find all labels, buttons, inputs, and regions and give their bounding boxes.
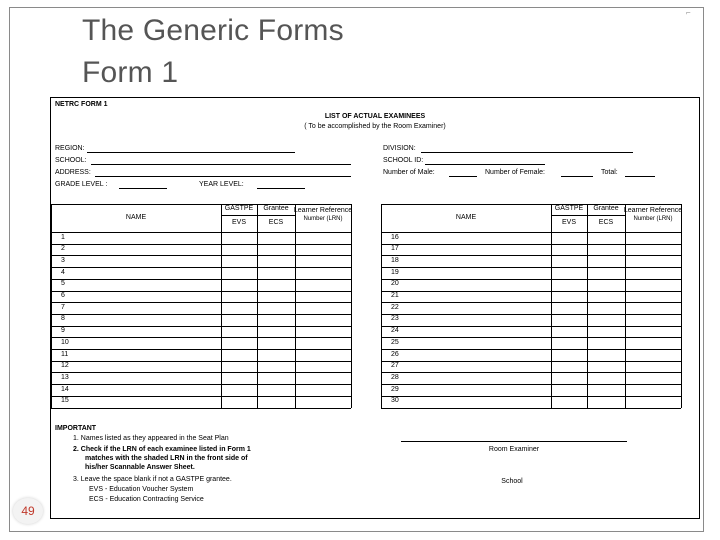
table-row-number: 9 <box>61 327 65 335</box>
table-row-number: 1 <box>61 233 65 241</box>
form-heading: LIST OF ACTUAL EXAMINEES <box>324 113 426 120</box>
evs-definition: EVS - Education Voucher System <box>89 486 194 493</box>
table-row[interactable] <box>51 361 351 362</box>
table-row[interactable] <box>51 408 351 409</box>
number-male-field[interactable] <box>449 176 477 177</box>
left-table-header-border <box>51 232 351 233</box>
left-table-gastpe-rule <box>221 215 295 216</box>
table-row-number: 7 <box>61 303 65 311</box>
right-table-lrn-header: Learner Reference <box>623 207 683 214</box>
left-table-ecs-header: ECS <box>268 219 284 226</box>
table-row-number: 10 <box>61 338 69 346</box>
total-label: Total: <box>601 169 618 176</box>
table-row-number: 6 <box>61 292 65 299</box>
corner-mark: ⌐ <box>686 8 691 17</box>
important-item-3: 3. Leave the space blank if not a GASTPE grantee. <box>73 476 232 483</box>
important-title: IMPORTANT <box>55 425 97 432</box>
table-row-number: 27 <box>391 362 399 370</box>
table-row-number: 16 <box>391 233 399 241</box>
table-row[interactable] <box>381 302 681 303</box>
table-row[interactable] <box>381 314 681 315</box>
table-row-number: 2 <box>61 245 65 253</box>
right-table-col-border <box>587 204 588 408</box>
table-row[interactable] <box>51 384 351 385</box>
total-field[interactable] <box>625 176 655 177</box>
table-row-number: 13 <box>61 373 69 381</box>
form-subheading: ( To be accomplished by the Room Examiner) <box>304 123 446 130</box>
left-table-col-border <box>257 204 258 408</box>
number-male-label: Number of Male: <box>383 169 435 176</box>
right-table-gastpe-header: GASTPE <box>554 205 584 212</box>
ecs-definition: ECS - Education Contracting Service <box>89 496 204 503</box>
right-table-ecs-header: ECS <box>598 219 614 226</box>
table-row[interactable] <box>51 372 351 373</box>
table-row-number: 12 <box>61 362 69 370</box>
right-table-grantee-header: Grantee <box>593 205 619 212</box>
table-row[interactable] <box>51 279 351 280</box>
table-row[interactable] <box>381 408 681 409</box>
table-row-number: 25 <box>391 338 399 346</box>
left-table-grantee-header: Grantee <box>263 205 289 212</box>
grade-level-label: GRADE LEVEL : <box>55 181 108 188</box>
right-table-col-border <box>681 204 682 408</box>
table-row[interactable] <box>381 372 681 373</box>
table-row[interactable] <box>51 244 351 245</box>
region-label: REGION: <box>55 145 85 152</box>
table-row[interactable] <box>381 244 681 245</box>
table-row[interactable] <box>381 326 681 327</box>
table-row-number: 5 <box>61 280 65 288</box>
slide-subtitle: Form 1 <box>82 56 179 89</box>
table-row[interactable] <box>381 279 681 280</box>
right-table-col-border <box>551 204 552 408</box>
table-row-number: 21 <box>391 292 399 299</box>
school-signature-label: School <box>501 478 523 485</box>
year-level-label: YEAR LEVEL: <box>199 181 244 188</box>
table-row[interactable] <box>51 302 351 303</box>
left-table-lrn-header: Learner Reference <box>293 207 353 214</box>
table-row[interactable] <box>51 337 351 338</box>
table-row-number: 20 <box>391 280 399 288</box>
important-item-2-line-3: his/her Scannable Answer Sheet. <box>85 464 195 471</box>
important-item-1: 1. Names listed as they appeared in the Seat Plan <box>73 435 229 442</box>
right-table-top-border <box>381 204 681 205</box>
table-row[interactable] <box>381 384 681 385</box>
number-female-field[interactable] <box>561 176 593 177</box>
left-table-col-border <box>295 204 296 408</box>
left-table-top-border <box>51 204 351 205</box>
number-female-label: Number of Female: <box>485 169 545 176</box>
table-row[interactable] <box>51 255 351 256</box>
room-examiner-signature-line[interactable] <box>401 441 627 442</box>
school-id-label: SCHOOL ID: <box>383 157 424 164</box>
important-item-2-line-2: matches with the shaded LRN in the front side of <box>85 455 248 462</box>
table-row-number: 22 <box>391 303 399 311</box>
table-row-number: 30 <box>391 397 399 405</box>
school-label: SCHOOL: <box>55 157 87 164</box>
table-row[interactable] <box>381 255 681 256</box>
page-number: 49 <box>21 504 35 518</box>
division-label: DIVISION: <box>383 145 416 152</box>
table-row[interactable] <box>51 314 351 315</box>
table-row-number: 19 <box>391 268 399 276</box>
room-examiner-label: Room Examiner <box>488 446 540 453</box>
table-row-number: 26 <box>391 350 399 358</box>
address-field[interactable] <box>95 176 351 177</box>
school-field[interactable] <box>91 164 351 165</box>
form-sheet <box>50 97 700 519</box>
table-row[interactable] <box>51 267 351 268</box>
page-number-badge <box>13 498 43 524</box>
left-table-col-border <box>51 204 52 408</box>
table-row[interactable] <box>381 396 681 397</box>
table-row[interactable] <box>381 337 681 338</box>
division-field[interactable] <box>421 152 633 153</box>
important-item-2: 2. Check if the LRN of each examinee listed in Form 1 <box>73 446 251 453</box>
table-row[interactable] <box>51 291 351 292</box>
left-table-col-border <box>221 204 222 408</box>
right-table-header-border <box>381 232 681 233</box>
right-table-lrn-header-2: Number (LRN) <box>633 216 673 222</box>
left-table-gastpe-header: GASTPE <box>224 205 254 212</box>
table-row-number: 23 <box>391 315 399 323</box>
region-field[interactable] <box>87 152 295 153</box>
right-table-evs-header: EVS <box>561 219 577 226</box>
form-code: NETRC FORM 1 <box>55 101 108 108</box>
table-row-number: 29 <box>391 385 399 393</box>
table-row[interactable] <box>51 349 351 350</box>
grade-level-field[interactable] <box>119 188 167 189</box>
table-row-number: 28 <box>391 373 399 381</box>
table-row-number: 24 <box>391 327 399 335</box>
right-table-gastpe-rule <box>551 215 625 216</box>
table-row[interactable] <box>381 349 681 350</box>
table-row[interactable] <box>381 361 681 362</box>
table-row-number: 15 <box>61 397 69 405</box>
table-row[interactable] <box>51 396 351 397</box>
year-level-field[interactable] <box>257 188 305 189</box>
right-table-col-border <box>381 204 382 408</box>
table-row[interactable] <box>51 326 351 327</box>
left-table-name-header: NAME <box>125 214 147 221</box>
table-row-number: 3 <box>61 256 65 264</box>
table-row-number: 8 <box>61 315 65 323</box>
left-table-evs-header: EVS <box>231 219 247 226</box>
right-table-name-header: NAME <box>455 214 477 221</box>
table-row[interactable] <box>381 291 681 292</box>
left-table-lrn-header-2: Number (LRN) <box>303 216 343 222</box>
left-table-col-border <box>351 204 352 408</box>
slide-title: The Generic Forms <box>82 14 344 47</box>
table-row-number: 11 <box>61 350 69 358</box>
table-row-number: 14 <box>61 385 69 393</box>
right-table-col-border <box>625 204 626 408</box>
table-row-number: 18 <box>391 256 399 264</box>
table-row-number: 4 <box>61 268 65 276</box>
table-row[interactable] <box>381 267 681 268</box>
school-id-field[interactable] <box>425 164 545 165</box>
table-row-number: 17 <box>391 245 399 253</box>
address-label: ADDRESS: <box>55 169 91 176</box>
